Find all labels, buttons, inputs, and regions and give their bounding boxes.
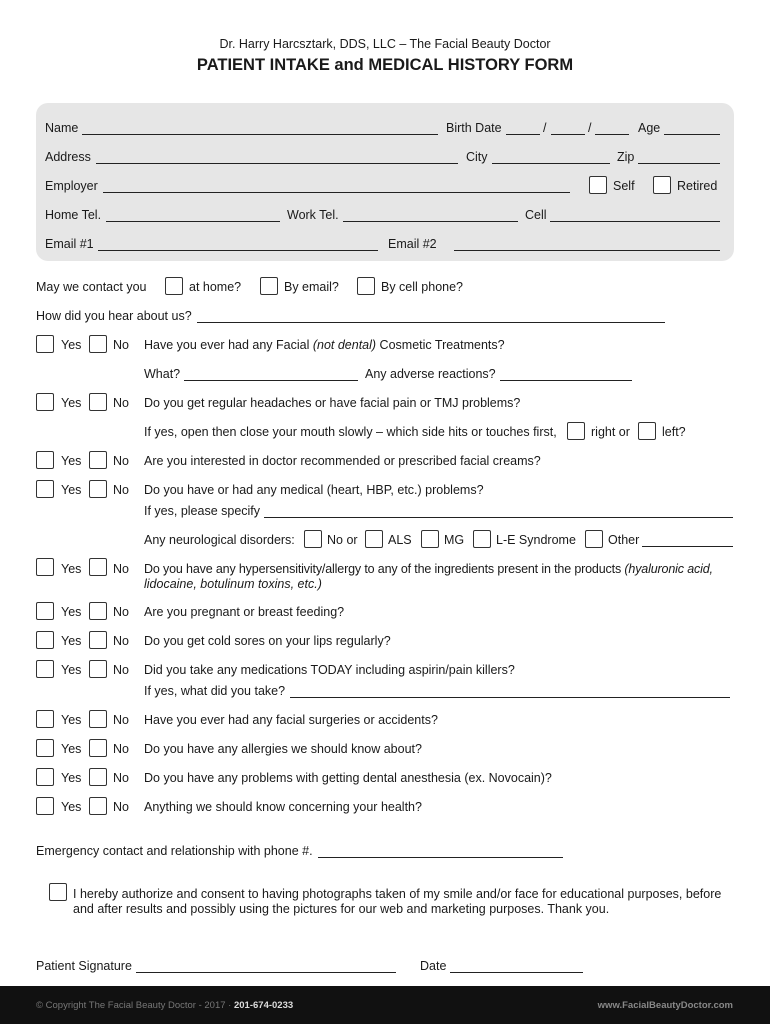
q7-text: Do you get cold sores on your lips regularly? [144,634,391,648]
neuro-label: Any neurological disorders: [144,533,295,547]
q11-no-checkbox[interactable] [89,768,107,786]
employer-label: Employer [45,179,98,193]
q10-no-checkbox[interactable] [89,739,107,757]
q8-yes-checkbox[interactable] [36,660,54,678]
birth-date-label: Birth Date [446,121,502,135]
contact-label: May we contact you [36,280,147,294]
q7-no-checkbox[interactable] [89,631,107,649]
q4-sub-text: If yes, please specify [144,504,261,518]
date-field[interactable] [450,972,583,973]
retired-label: Retired [677,179,718,193]
neuro-no-label: No or [327,533,358,547]
q8-medication-field[interactable] [290,697,730,698]
q6-no-checkbox[interactable] [89,602,107,620]
contact-home-checkbox[interactable] [165,277,183,295]
yes-label: Yes [61,483,82,497]
birth-month-field[interactable] [506,134,540,135]
q3-yes-checkbox[interactable] [36,451,54,469]
email1-field[interactable] [98,250,378,251]
email2-field[interactable] [454,250,720,251]
q9-text: Have you ever had any facial surgeries or accidents? [144,713,438,727]
other-field[interactable] [642,546,733,547]
retired-checkbox[interactable] [653,176,671,194]
contact-cell-label: By cell phone? [381,280,464,294]
yes-label: Yes [61,800,82,814]
q4-no-checkbox[interactable] [89,480,107,498]
q5-yes-checkbox[interactable] [36,558,54,576]
address-label: Address [45,150,91,164]
yes-label: Yes [61,713,82,727]
yes-label: Yes [61,454,82,468]
right-side-checkbox[interactable] [567,422,585,440]
q11-text: Do you have any problems with getting dental anesthesia (ex. Novocain)? [144,771,552,785]
yes-label: Yes [61,338,82,352]
q1-yes-checkbox[interactable] [36,335,54,353]
contact-home-label: at home? [189,280,242,294]
yes-label: Yes [61,663,82,677]
q2-no-checkbox[interactable] [89,393,107,411]
no-label: No [113,663,129,677]
practice-name: Dr. Harry Harcsztark, DDS, LLC – The Facial Beauty Doctor [219,37,551,51]
le-syndrome-label: L-E Syndrome [496,533,576,547]
birth-day-field[interactable] [551,134,585,135]
emergency-label: Emergency contact and relationship with phone #. [36,844,313,858]
q8-text: Did you take any medications TODAY including aspirin/pain killers? [144,663,515,677]
cell-field[interactable] [550,221,720,222]
contact-cell-checkbox[interactable] [357,277,375,295]
adverse-label: Any adverse reactions? [365,367,496,381]
q8-no-checkbox[interactable] [89,660,107,678]
consent-checkbox[interactable] [49,883,67,901]
q7-yes-checkbox[interactable] [36,631,54,649]
q8-sub-text: If yes, what did you take? [144,684,286,698]
consent-text: I hereby authorize and consent to having photographs taken of my smile and/or face for educational purposes, before [73,887,722,901]
no-label: No [113,454,129,468]
yes-label: Yes [61,742,82,756]
footer-bar [0,986,770,1024]
date-slash: / [543,121,547,135]
mg-label: MG [444,533,465,547]
age-field[interactable] [664,134,720,135]
q4-text: Do you have or had any medical (heart, HBP, etc.) problems? [144,483,484,497]
mg-checkbox[interactable] [421,530,439,548]
right-label: right or [591,425,630,439]
q1-no-checkbox[interactable] [89,335,107,353]
cell-label: Cell [525,208,547,222]
q9-no-checkbox[interactable] [89,710,107,728]
contact-email-label: By email? [284,280,339,294]
date-label: Date [420,959,447,973]
q1-text: Have you ever had any Facial (not dental) Cosmetic Treatments? [144,338,505,352]
adverse-field[interactable] [500,380,632,381]
q12-text: Anything we should know concerning your health? [144,800,422,814]
other-checkbox[interactable] [585,530,603,548]
hear-label: How did you hear about us? [36,309,192,323]
city-label: City [466,150,488,164]
no-label: No [113,771,129,785]
email1-label: Email #1 [45,237,94,251]
q12-no-checkbox[interactable] [89,797,107,815]
work-tel-field[interactable] [343,221,518,222]
yes-label: Yes [61,562,82,576]
copyright-text: © Copyright The Facial Beauty Doctor - 2017 · 201-674-0233 [36,1000,294,1011]
q10-yes-checkbox[interactable] [36,739,54,757]
als-label: ALS [388,533,412,547]
city-field[interactable] [492,163,610,164]
le-syndrome-checkbox[interactable] [473,530,491,548]
left-side-checkbox[interactable] [638,422,656,440]
q11-yes-checkbox[interactable] [36,768,54,786]
no-label: No [113,742,129,756]
q5-text-continued: lidocaine, botulinum toxins, etc.) [144,577,322,591]
q12-yes-checkbox[interactable] [36,797,54,815]
yes-label: Yes [61,605,82,619]
no-label: No [113,634,129,648]
website-link[interactable]: www.FacialBeautyDoctor.com [597,1000,733,1011]
yes-label: Yes [61,634,82,648]
no-label: No [113,605,129,619]
signature-label: Patient Signature [36,959,132,973]
age-label: Age [638,121,661,135]
als-checkbox[interactable] [365,530,383,548]
yes-label: Yes [61,771,82,785]
no-label: No [113,483,129,497]
other-label: Other [608,533,640,547]
zip-label: Zip [617,150,635,164]
emergency-field[interactable] [318,857,563,858]
hear-field[interactable] [197,322,665,323]
q4-yes-checkbox[interactable] [36,480,54,498]
neuro-no-checkbox[interactable] [304,530,322,548]
no-label: No [113,338,129,352]
address-field[interactable] [96,163,458,164]
q9-yes-checkbox[interactable] [36,710,54,728]
q6-text: Are you pregnant or breast feeding? [144,605,345,619]
self-checkbox[interactable] [589,176,607,194]
name-label: Name [45,121,79,135]
phone-number: 201-674-0233 [233,1000,294,1011]
q2-sub-text: If yes, open then close your mouth slowly – which side hits or touches first, [144,425,557,439]
q3-no-checkbox[interactable] [89,451,107,469]
q4-specify-field[interactable] [264,517,733,518]
home-tel-field[interactable] [106,221,280,222]
no-label: No [113,713,129,727]
q5-text: Do you have any hypersensitivity/allergy to any of the ingredients present in the products (hyaluronic acid, [144,562,713,576]
date-slash: / [588,121,592,135]
birth-year-field[interactable] [595,134,629,135]
self-label: Self [613,179,635,193]
no-label: No [113,396,129,410]
what-field[interactable] [184,380,358,381]
consent-text-continued: and after results and possibly using the pictures for our web and marketing purposes. Thank you. [73,902,610,916]
work-tel-label: Work Tel. [287,208,339,222]
name-field[interactable] [82,134,438,135]
q2-text: Do you get regular headaches or have facial pain or TMJ problems? [144,396,521,410]
zip-field[interactable] [638,163,720,164]
q2-yes-checkbox[interactable] [36,393,54,411]
employer-field[interactable] [103,192,570,193]
no-label: No [113,800,129,814]
q3-text: Are you interested in doctor recommended or prescribed facial creams? [144,454,541,468]
signature-field[interactable] [136,972,396,973]
form-title: PATIENT INTAKE and MEDICAL HISTORY FORM [196,56,574,74]
contact-email-checkbox[interactable] [260,277,278,295]
q6-yes-checkbox[interactable] [36,602,54,620]
home-tel-label: Home Tel. [45,208,102,222]
q5-no-checkbox[interactable] [89,558,107,576]
yes-label: Yes [61,396,82,410]
email2-label: Email #2 [388,237,437,251]
left-label: left? [662,425,686,439]
no-label: No [113,562,129,576]
what-label: What? [144,367,181,381]
q10-text: Do you have any allergies we should know about? [144,742,422,756]
